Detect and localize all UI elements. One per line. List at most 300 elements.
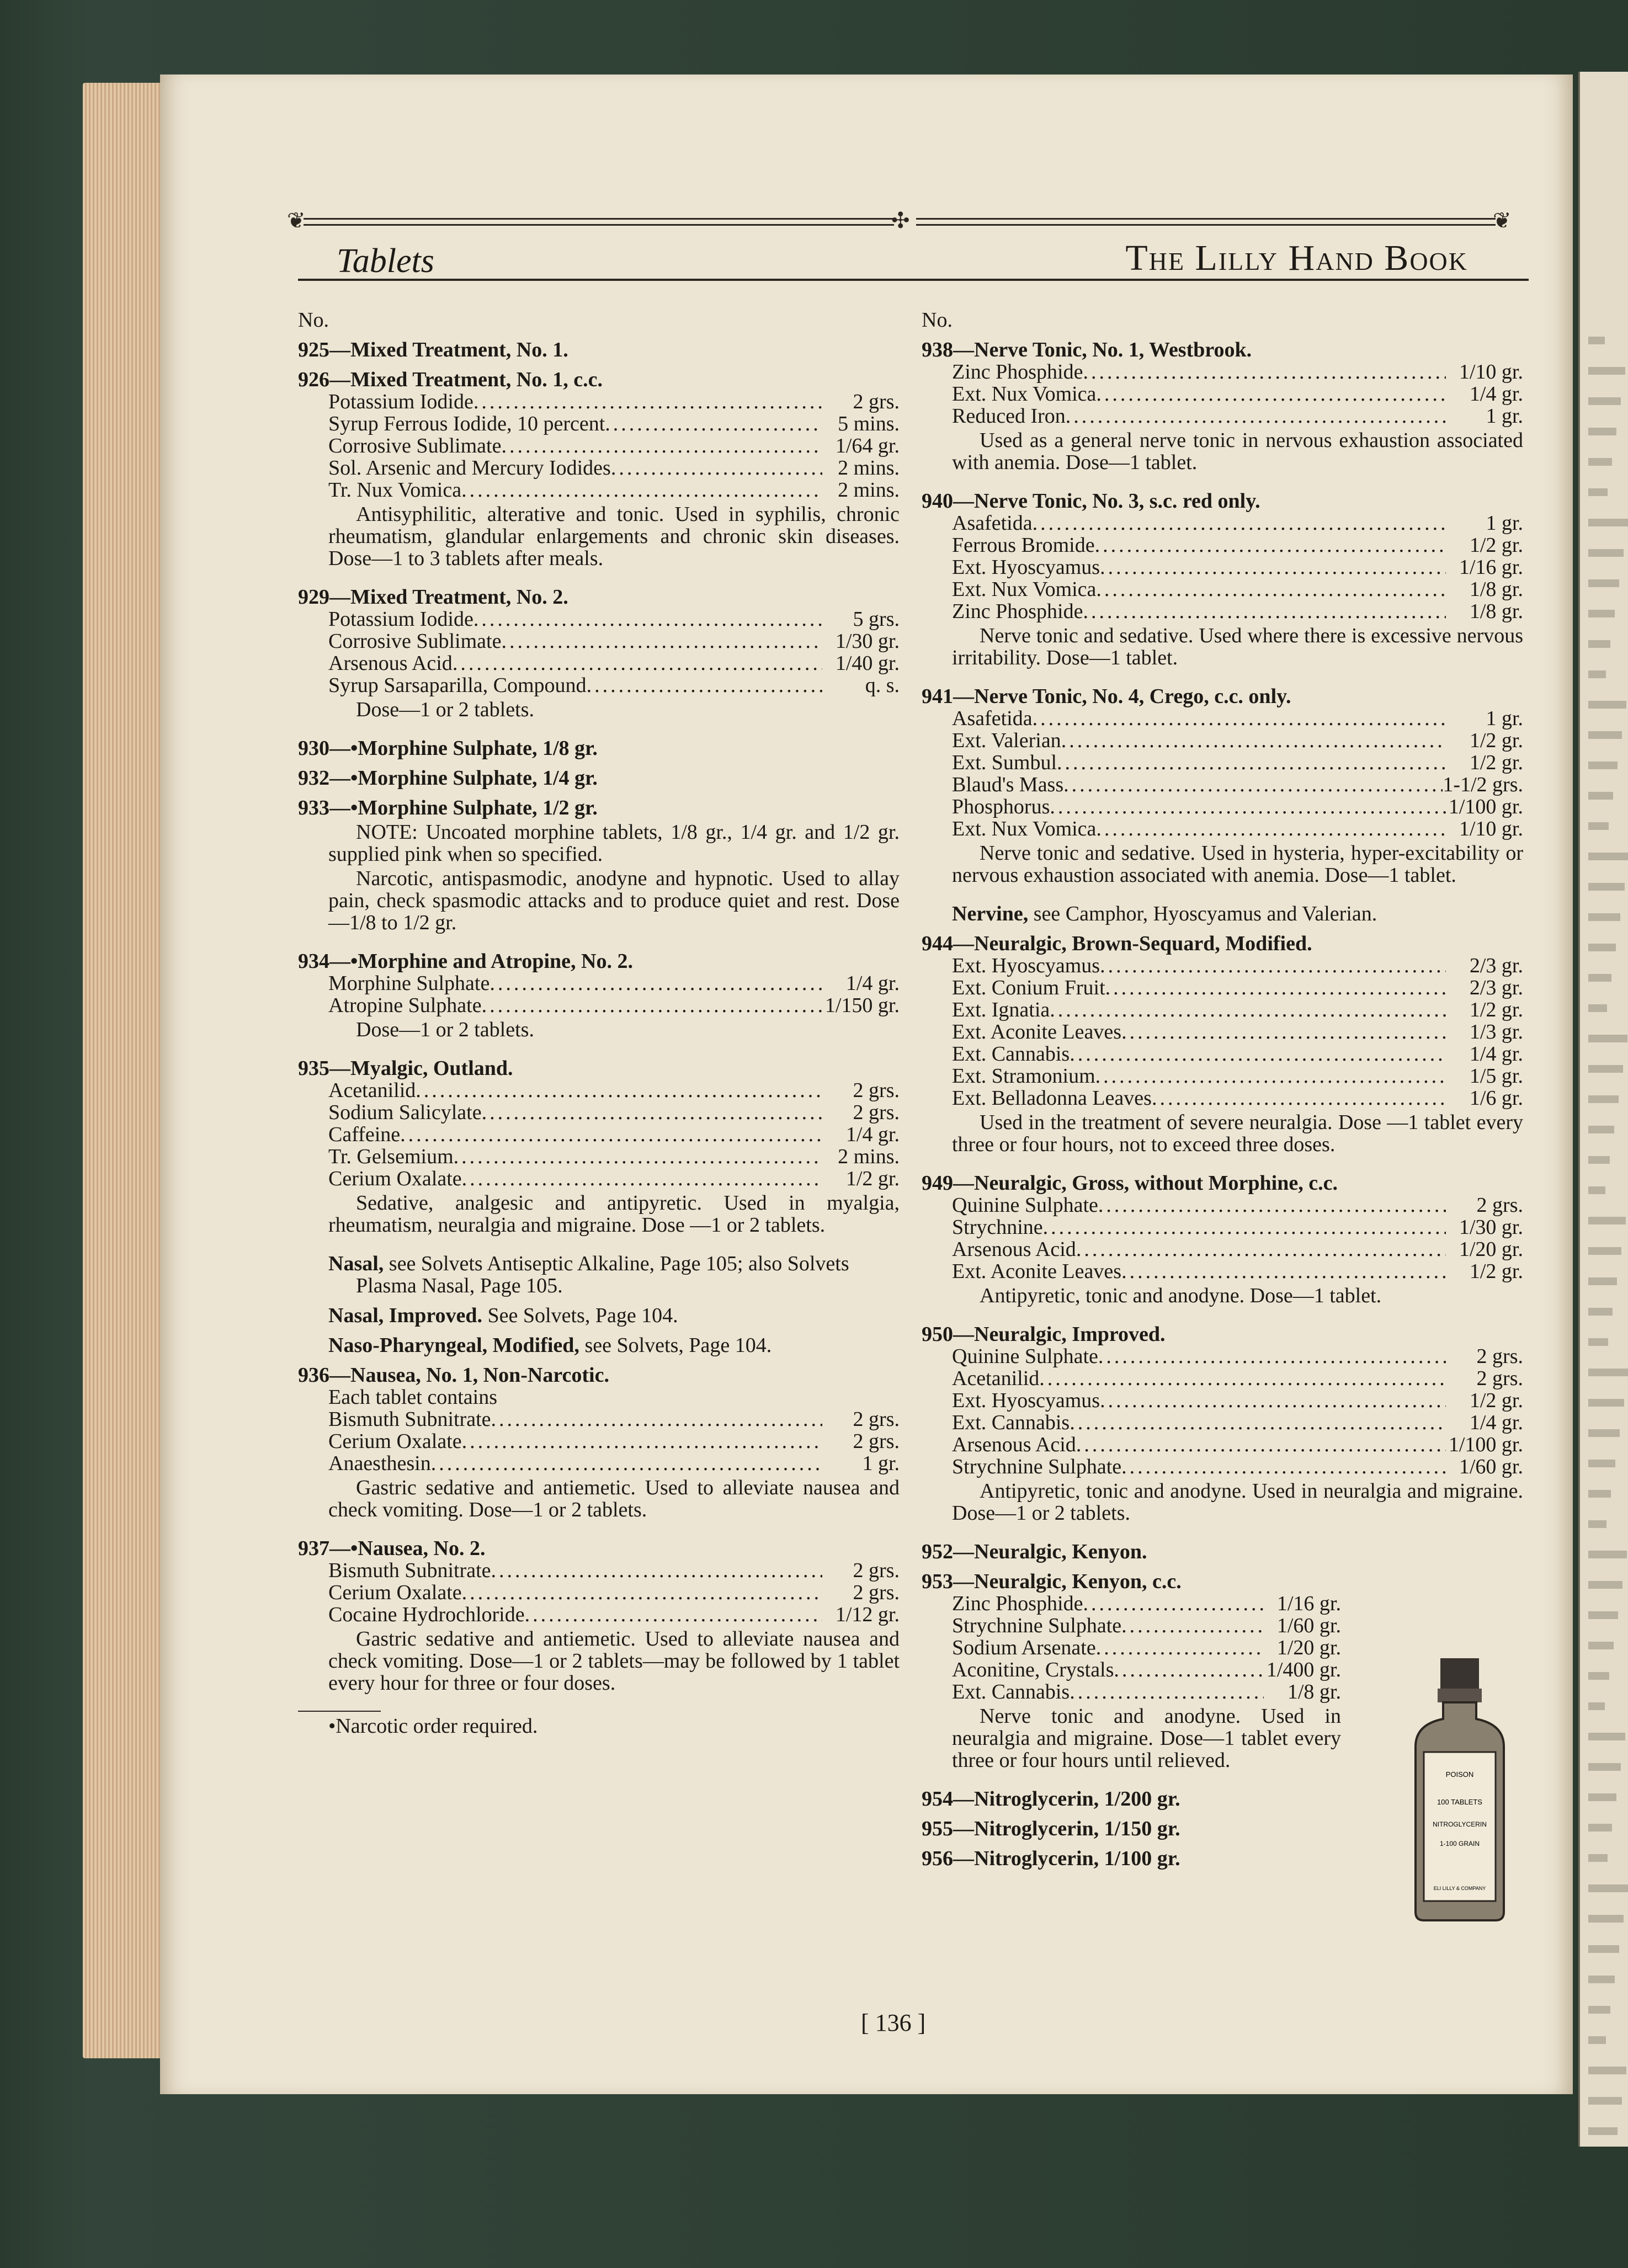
- facing-page-text-fragment: [1588, 762, 1618, 769]
- leader-dots: [1070, 1681, 1264, 1703]
- facing-page-text-fragment: [1588, 458, 1612, 466]
- facing-page-text-fragment: [1588, 701, 1626, 709]
- leader-dots: [416, 1079, 822, 1101]
- ingredient-amount: 1 gr.: [862, 1452, 900, 1475]
- facing-page-text-fragment: [1588, 2036, 1606, 2044]
- facing-page-text-fragment: [1588, 792, 1613, 800]
- ingredient-row: [922, 730, 1523, 752]
- ingredient-amount: 1/2 gr.: [1469, 1260, 1523, 1283]
- leader-dots: [1063, 774, 1443, 796]
- ingredient-name: Bismuth Subnitrate: [328, 1408, 491, 1431]
- facing-page-text-fragment: [1588, 1520, 1606, 1528]
- ingredient-amount: 1/60 gr.: [1276, 1614, 1341, 1637]
- ingredient-name: Ext. Valerian: [952, 729, 1061, 752]
- entry-block: [922, 1172, 1523, 1307]
- ingredient-row: [922, 1593, 1523, 1615]
- footnote: •Narcotic order required.: [328, 1715, 538, 1738]
- ingredient-amount: 5 grs.: [853, 608, 900, 631]
- ingredient-name: Ext. Cannabis: [952, 1042, 1070, 1066]
- ingredient-amount: 2 grs.: [853, 1101, 900, 1124]
- facing-page-text-fragment: [1588, 1824, 1612, 1832]
- bottle-label-line: 100 TABLETS: [1437, 1798, 1482, 1806]
- cross-reference-text: see Solvets, Page 104.: [579, 1334, 772, 1357]
- entry-title: 932—•Morphine Sulphate, 1/4 gr.: [298, 766, 598, 790]
- facing-page-text-fragment: [1588, 1611, 1618, 1619]
- entry-block: [298, 737, 900, 759]
- ingredient-name: Potassium Iodide: [328, 390, 473, 413]
- facing-page-text-fragment: [1588, 944, 1616, 951]
- ingredient-name: Cerium Oxalate: [328, 1581, 462, 1604]
- entry-block: [298, 369, 900, 569]
- ingredient-row: [298, 652, 900, 674]
- running-header-right: The Lilly Hand Book: [1125, 238, 1468, 278]
- ingredient-amount: 1/20 gr.: [1459, 1238, 1523, 1261]
- cross-reference-text: See Solvets, Page 104.: [482, 1304, 678, 1327]
- ingredient-name: Ext. Hyoscyamus: [952, 556, 1100, 579]
- ingredient-row: [298, 1604, 900, 1626]
- entry-title: 926—Mixed Treatment, No. 1, c.c.: [298, 368, 603, 391]
- ingredient-row: [922, 752, 1523, 774]
- ingredient-name: Ext. Ignatia: [952, 998, 1050, 1021]
- entry-note: NOTE: Uncoated morphine tablets, 1/8 gr., 1/4 gr. and 1/2 gr. supplied pink when so specified.: [328, 821, 900, 866]
- ingredient-name: Ext. Aconite Leaves: [952, 1020, 1122, 1044]
- ingredient-name: Caffeine: [328, 1123, 401, 1146]
- leader-dots: [461, 479, 822, 501]
- leader-dots: [1033, 512, 1446, 534]
- ingredient-amount: 2/3 gr.: [1469, 976, 1523, 999]
- entry-block: [298, 797, 900, 934]
- ingredient-amount: 2 grs.: [853, 1430, 900, 1453]
- ingredient-amount: 1/8 gr.: [1469, 578, 1523, 601]
- bottle-label-line: 1-100 GRAIN: [1439, 1840, 1480, 1848]
- right-column: [922, 309, 1523, 1877]
- entry-title: 936—Nausea, No. 1, Non-Narcotic.: [298, 1364, 609, 1387]
- ingredient-row: [922, 556, 1523, 578]
- leader-dots: [1070, 1043, 1446, 1065]
- ingredient-name: Syrup Ferrous Iodide, 10 percent: [328, 412, 605, 435]
- facing-page-text-fragment: [1588, 913, 1620, 921]
- ingredient-row: [298, 391, 900, 413]
- ingredient-row: [922, 512, 1523, 534]
- ingredient-name: Ext. Hyoscyamus: [952, 1389, 1100, 1412]
- facing-page-text-fragment: [1588, 2097, 1622, 2105]
- ingredient-row: [298, 972, 900, 994]
- leader-dots: [501, 435, 822, 457]
- leader-dots: [473, 608, 822, 630]
- entry-title: 934—•Morphine and Atropine, No. 2.: [298, 950, 633, 973]
- leader-dots: [1121, 1615, 1264, 1637]
- ingredient-amount: 2 grs.: [853, 1408, 900, 1431]
- facing-page-text-fragment: [1588, 610, 1615, 617]
- ornament-right-icon: ❦: [1493, 208, 1512, 233]
- column-no-label: No.: [922, 308, 953, 332]
- ingredient-amount: 1/8 gr.: [1287, 1680, 1341, 1703]
- ingredient-amount: 1/100 gr.: [1448, 795, 1523, 818]
- ingredient-row: [298, 479, 900, 501]
- ingredient-amount: 1/150 gr.: [824, 994, 900, 1017]
- entry-note: Dose—1 or 2 tablets.: [356, 698, 534, 721]
- ingredient-row: [298, 1146, 900, 1168]
- bottle-label-line: POISON: [1445, 1770, 1474, 1779]
- facing-page-text-fragment: [1588, 1429, 1620, 1437]
- facing-page-text-fragment: [1588, 1126, 1614, 1133]
- ingredient-row: [298, 1101, 900, 1124]
- leader-dots: [1050, 999, 1446, 1021]
- facing-page-text-fragment: [1588, 1884, 1628, 1892]
- ingredient-row: [922, 1389, 1523, 1412]
- ingredient-amount: 1/4 gr.: [845, 972, 900, 995]
- facing-page-text-fragment: [1588, 428, 1616, 435]
- entry-block: [922, 490, 1523, 669]
- ingredient-row: [922, 774, 1523, 796]
- ingredient-name: Phosphorus: [952, 795, 1050, 818]
- ingredient-row: [922, 1065, 1523, 1087]
- ingredient-row: [298, 994, 900, 1016]
- leader-dots: [1114, 1659, 1264, 1681]
- leader-dots: [1121, 1260, 1446, 1282]
- facing-page-text-fragment: [1588, 1186, 1605, 1194]
- cross-reference-key: Nasal,: [328, 1252, 384, 1275]
- facing-page-text-fragment: [1588, 670, 1606, 678]
- leader-dots: [491, 1408, 823, 1430]
- facing-page-text-fragment: [1588, 488, 1608, 496]
- ingredient-row: [298, 1452, 900, 1474]
- entry-block: [298, 950, 900, 1041]
- ingredient-amount: 1/100 gr.: [1448, 1433, 1523, 1456]
- page-number: [ 136 ]: [861, 2009, 926, 2036]
- entry-title: 925—Mixed Treatment, No. 1.: [298, 338, 568, 361]
- facing-page-text-fragment: [1588, 974, 1611, 982]
- ingredient-row: [922, 405, 1523, 427]
- ingredient-amount: 1/30 gr.: [835, 630, 900, 653]
- leader-dots: [1083, 1593, 1264, 1615]
- cross-reference: [298, 1305, 900, 1327]
- facing-page-text-fragment: [1588, 883, 1625, 891]
- ingredient-name: Asafetida: [952, 707, 1033, 730]
- ingredient-row: [298, 435, 900, 457]
- entry-title: 933—•Morphine Sulphate, 1/2 gr.: [298, 796, 598, 819]
- ingredient-amount: 1/2 gr.: [1469, 1389, 1523, 1412]
- facing-page-text-fragment: [1588, 2127, 1618, 2135]
- ingredient-name: Ext. Hyoscyamus: [952, 954, 1100, 977]
- facing-page-text-fragment: [1588, 579, 1619, 587]
- entry-block: [922, 339, 1523, 473]
- entry-note: Narcotic, antispasmodic, anodyne and hypnotic. Used to allay pain, check spasmodic attacks and to produce quiet and rest. Dose—1/8 to 1/2 gr.: [328, 867, 900, 934]
- leader-dots: [1096, 818, 1446, 840]
- entry-title: 930—•Morphine Sulphate, 1/8 gr.: [298, 737, 598, 760]
- ingredient-amount: 2/3 gr.: [1469, 954, 1523, 977]
- ingredient-row: [922, 600, 1523, 622]
- ingredient-name: Zinc Phosphide: [952, 600, 1083, 623]
- facing-page-text-fragment: [1588, 1490, 1611, 1498]
- ingredient-amount: 2 grs.: [853, 1581, 900, 1604]
- entry-title: 944—Neuralgic, Brown-Sequard, Modified.: [922, 932, 1312, 955]
- ingredient-row: [298, 630, 900, 652]
- entry-block: [298, 309, 900, 331]
- facing-page-text-fragment: [1588, 1399, 1624, 1407]
- nitroglycerin-bottle-illustration: [1410, 1658, 1509, 1923]
- cross-reference-text: see Solvets Antiseptic Alkaline, Page 105; also Solvets Plasma Nasal, Page 105.: [356, 1252, 849, 1297]
- entry-note: Nerve tonic and sedative. Used where there is excessive nervous irritability. Dose—1 tablet.: [952, 624, 1523, 669]
- leader-dots: [1070, 1412, 1446, 1434]
- ingredient-name: Sodium Salicylate: [328, 1101, 482, 1124]
- cross-reference: [298, 1334, 900, 1356]
- facing-page-text-fragment: [1588, 1460, 1615, 1467]
- bottle-label-line: ELI LILLY & COMPANY: [1433, 1886, 1486, 1891]
- leader-dots: [1100, 556, 1446, 578]
- facing-page-text-fragment: [1588, 1338, 1608, 1346]
- ingredient-amount: 1/16 gr.: [1276, 1592, 1341, 1615]
- leader-dots: [1050, 796, 1446, 818]
- ingredient-name: Anaesthesin: [328, 1452, 431, 1475]
- leader-dots: [1100, 955, 1446, 977]
- ornament-center-icon: ✣: [891, 208, 910, 233]
- entry-title: 953—Neuralgic, Kenyon, c.c.: [922, 1570, 1182, 1593]
- facing-page-text-fragment: [1588, 640, 1610, 648]
- ingredient-name: Blaud's Mass: [952, 773, 1064, 796]
- facing-page-text-fragment: [1588, 1945, 1619, 1953]
- entry-note: Used in the treatment of severe neuralgia. Dose —1 tablet every three or four hours, not to exceed three doses.: [952, 1111, 1523, 1156]
- header-ornament-rule-left: [304, 218, 894, 226]
- facing-page-text-fragment: [1588, 1035, 1627, 1042]
- facing-page-text-fragment: [1588, 549, 1624, 557]
- leader-dots: [482, 1101, 822, 1124]
- ingredient-row: [922, 1412, 1523, 1434]
- ingredient-row: [922, 1345, 1523, 1367]
- facing-page-text-fragment: [1588, 1551, 1627, 1558]
- ingredient-name: Acetanilid: [952, 1367, 1040, 1390]
- ingredient-row: [298, 1408, 900, 1430]
- entry-title: 941—Nerve Tonic, No. 4, Crego, c.c. only.: [922, 685, 1291, 708]
- ingredient-name: Ext. Stramonium: [952, 1064, 1095, 1088]
- facing-page-text-fragment: [1588, 337, 1605, 344]
- entry-note: Gastric sedative and antiemetic. Used to alleviate nausea and check vomiting. Dose—1 or 2 tablets.: [328, 1476, 900, 1521]
- leader-dots: [1152, 1087, 1446, 1109]
- ingredient-amount: 2 grs.: [1476, 1194, 1523, 1217]
- entry-title: 937—•Nausea, No. 2.: [298, 1537, 486, 1560]
- facing-page-text-fragment: [1588, 1793, 1616, 1801]
- entry-block: [298, 339, 900, 361]
- header-rule: [298, 279, 1529, 281]
- ingredient-amount: 2 mins.: [838, 478, 900, 502]
- ingredient-amount: 1/400 gr.: [1266, 1658, 1341, 1681]
- entry-title: 940—Nerve Tonic, No. 3, s.c. red only.: [922, 489, 1260, 513]
- ingredient-row: [922, 999, 1523, 1021]
- ingredient-name: Ext. Cannabis: [952, 1680, 1070, 1703]
- entry-block: [298, 1057, 900, 1236]
- cross-reference-text: see Camphor, Hyoscyamus and Valerian.: [1028, 902, 1377, 925]
- ingredient-name: Reduced Iron: [952, 404, 1066, 428]
- ingredient-name: Ext. Sumbul: [952, 751, 1057, 774]
- ingredient-amount: 2 grs.: [853, 1079, 900, 1102]
- facing-page-text-fragment: [1588, 397, 1621, 405]
- facing-page-text-fragment: [1588, 1854, 1608, 1862]
- ingredient-name: Potassium Iodide: [328, 608, 473, 631]
- facing-page-text-fragment: [1588, 367, 1625, 375]
- ingredient-amount: 2 mins.: [838, 456, 900, 480]
- leader-dots: [525, 1604, 822, 1626]
- ingredient-name: Arsenous Acid: [952, 1238, 1076, 1261]
- ingredient-name: Ext. Cannabis: [952, 1411, 1070, 1434]
- ingredient-row: [922, 1367, 1523, 1389]
- ingredient-row: [922, 383, 1523, 405]
- entry-block: [298, 1711, 900, 1737]
- ingredient-name: Ext. Belladonna Leaves: [952, 1087, 1152, 1110]
- ingredient-name: Ferrous Bromide: [952, 534, 1095, 557]
- leader-dots: [1096, 383, 1446, 405]
- ingredient-amount: 2 grs.: [853, 1559, 900, 1582]
- ingredient-amount: 1/2 gr.: [1469, 534, 1523, 557]
- facing-page-text-fragment: [1588, 853, 1628, 860]
- leader-dots: [1033, 707, 1446, 730]
- ingredient-name: Atropine Sulphate: [328, 994, 482, 1017]
- ingredient-row: [922, 1260, 1523, 1282]
- ingredient-name: Strychnine Sulphate: [952, 1455, 1122, 1478]
- ingredient-amount: q. s.: [865, 674, 900, 697]
- ingredient-name: Bismuth Subnitrate: [328, 1559, 491, 1582]
- ingredient-row: [298, 457, 900, 479]
- ingredient-row: [298, 1168, 900, 1190]
- ingredient-row: [298, 1559, 900, 1582]
- cross-reference-key: Nasal, Improved.: [328, 1304, 483, 1327]
- leader-dots: [611, 457, 822, 479]
- column-no-label: No.: [298, 308, 329, 332]
- leader-dots: [1083, 600, 1446, 622]
- facing-page-text-fragment: [1588, 519, 1628, 526]
- ingredient-amount: 1/3 gr.: [1469, 1020, 1523, 1044]
- entry-title: 935—Myalgic, Outland.: [298, 1057, 513, 1080]
- leader-dots: [400, 1124, 822, 1146]
- leader-dots: [482, 994, 822, 1016]
- entry-note: Used as a general nerve tonic in nervous exhaustion associated with anemia. Dose—1 tablet.: [952, 429, 1523, 474]
- entry-subtitle: Each tablet contains: [328, 1386, 497, 1409]
- ingredient-amount: 2 grs.: [853, 390, 900, 413]
- ingredient-amount: 1/30 gr.: [1459, 1216, 1523, 1239]
- ingredient-name: Zinc Phosphide: [952, 1592, 1083, 1615]
- ingredient-amount: 1-1/2 grs.: [1443, 773, 1523, 796]
- ingredient-row: [922, 1216, 1523, 1238]
- facing-page-text-fragment: [1588, 1217, 1626, 1224]
- leader-dots: [1096, 578, 1446, 600]
- ingredient-amount: 2 grs.: [1476, 1367, 1523, 1390]
- ingredient-row: [922, 1434, 1523, 1456]
- ingredient-amount: 1/8 gr.: [1469, 600, 1523, 623]
- ingredient-row: [922, 1615, 1523, 1637]
- facing-page-text-fragment: [1588, 1095, 1619, 1103]
- ingredient-row: [922, 707, 1523, 730]
- ingredient-name: Cerium Oxalate: [328, 1430, 462, 1453]
- leader-dots: [1098, 1345, 1446, 1367]
- ingredient-name: Acetanilid: [328, 1079, 416, 1102]
- facing-page-text-fragment: [1588, 1004, 1607, 1012]
- facing-page-text-fragment: [1588, 1976, 1615, 1983]
- ingredient-name: Arsenous Acid: [952, 1433, 1076, 1456]
- entry-title: 949—Neuralgic, Gross, without Morphine, c.c.: [922, 1172, 1338, 1195]
- facing-page-text-fragment: [1588, 1915, 1624, 1923]
- entry-note: Sedative, analgesic and antipyretic. Used in myalgia, rheumatism, neuralgia and migraine. Dose —1 or 2 tablets.: [328, 1191, 900, 1237]
- entry-title: 938—Nerve Tonic, No. 1, Westbrook.: [922, 338, 1252, 361]
- facing-page-text-fragment: [1588, 1247, 1621, 1255]
- ingredient-amount: 1/6 gr.: [1469, 1087, 1523, 1110]
- ingredient-name: Cerium Oxalate: [328, 1167, 462, 1190]
- leader-dots: [1095, 1065, 1446, 1087]
- entry-block: [922, 933, 1523, 1156]
- ingredient-amount: 2 grs.: [1476, 1345, 1523, 1368]
- leader-dots: [1096, 1637, 1264, 1659]
- ingredient-name: Ext. Conium Fruit: [952, 976, 1105, 999]
- facing-page-text-fragment: [1588, 1733, 1625, 1740]
- ingredient-row: [298, 1124, 900, 1146]
- ingredient-row: [298, 1430, 900, 1452]
- ingredient-row: [922, 977, 1523, 999]
- ingredient-name: Corrosive Sublimate: [328, 434, 502, 457]
- leader-dots: [1083, 361, 1446, 383]
- cross-reference: [922, 903, 1523, 925]
- ingredient-name: Strychnine: [952, 1216, 1043, 1239]
- ingredient-name: Quinine Sulphate: [952, 1345, 1098, 1368]
- left-column: [298, 309, 900, 1745]
- ingredient-row: [922, 955, 1523, 977]
- entry-note: Gastric sedative and antiemetic. Used to alleviate nausea and check vomiting. Dose—1 or 2 tablets—may be followed by 1 tablet every hour for three or four doses.: [328, 1627, 900, 1695]
- entry-title: 929—Mixed Treatment, No. 2.: [298, 585, 568, 609]
- ingredient-name: Zinc Phosphide: [952, 360, 1083, 384]
- entry-block: [922, 903, 1523, 925]
- leader-dots: [501, 630, 822, 652]
- entry-block: [298, 1334, 900, 1356]
- leader-dots: [1076, 1434, 1446, 1456]
- cross-reference: [298, 1253, 900, 1297]
- ingredient-amount: 1/10 gr.: [1459, 360, 1523, 384]
- facing-page-text-fragment: [1588, 1369, 1628, 1376]
- footnote-rule: [298, 1711, 381, 1712]
- bottle-label-line: NITROGLYCERIN: [1433, 1820, 1487, 1828]
- ingredient-name: Ext. Nux Vomica: [952, 578, 1097, 601]
- ingredient-row: [922, 818, 1523, 840]
- leader-dots: [1076, 1238, 1446, 1260]
- leader-dots: [473, 391, 822, 413]
- ingredient-name: Ext. Nux Vomica: [952, 817, 1097, 840]
- facing-page-text-fragment: [1588, 1672, 1609, 1680]
- leader-dots: [1043, 1216, 1446, 1238]
- leader-dots: [1105, 977, 1446, 999]
- leader-dots: [1121, 1021, 1446, 1043]
- ingredient-amount: 1/12 gr.: [835, 1603, 900, 1626]
- leader-dots: [1061, 730, 1446, 752]
- ingredient-amount: 1/40 gr.: [835, 652, 900, 675]
- entry-block: [298, 1537, 900, 1694]
- facing-page-text-fragment: [1588, 1308, 1613, 1316]
- facing-page-text-fragment: [1588, 1581, 1622, 1589]
- ingredient-row: [922, 1087, 1523, 1109]
- leader-dots: [462, 1430, 822, 1452]
- facing-page-edge: [1578, 72, 1628, 2147]
- ingredient-amount: 1 gr.: [1486, 512, 1523, 535]
- entry-block: [922, 1541, 1523, 1563]
- ingredient-name: Sodium Arsenate: [952, 1636, 1096, 1659]
- entry-block: [922, 685, 1523, 886]
- facing-page-text-fragment: [1588, 1156, 1610, 1164]
- leader-dots: [1057, 752, 1446, 774]
- leader-dots: [1098, 1194, 1446, 1216]
- entry-title: 954—Nitroglycerin, 1/200 gr.: [922, 1787, 1180, 1811]
- ingredient-row: [298, 413, 900, 435]
- ingredient-row: [922, 361, 1523, 383]
- ingredient-name: Sol. Arsenic and Mercury Iodides: [328, 456, 611, 480]
- ingredient-amount: 5 mins.: [838, 412, 900, 435]
- ingredient-name: Syrup Sarsaparilla, Compound: [328, 674, 587, 697]
- ingredient-amount: 1/20 gr.: [1276, 1636, 1341, 1659]
- facing-page-text-fragment: [1588, 2006, 1610, 2014]
